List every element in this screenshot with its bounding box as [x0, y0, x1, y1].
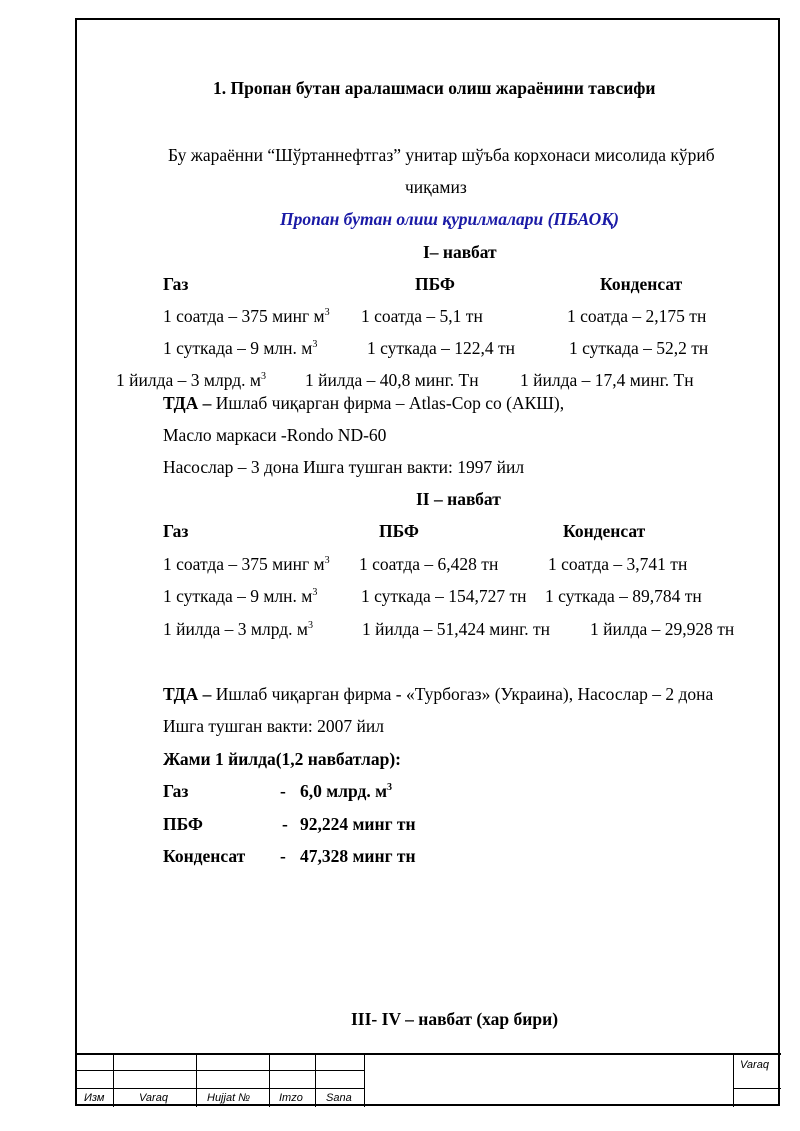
stamp-hujjat: Hujjat № [207, 1092, 251, 1104]
title-block [75, 1053, 781, 1107]
stamp-sana: Sana [326, 1092, 352, 1104]
stage2-start: Ишга тушган вакти: 2007 йил [163, 716, 384, 736]
stamp-izm: Изм [84, 1092, 105, 1104]
stage2-col-pbf: ПБФ [379, 521, 419, 541]
intro-line-2: чиқамиз [405, 177, 467, 197]
stage1-row3-pbf: 1 йилда – 40,8 минг. Тн [305, 370, 479, 390]
stamp-row-line-2 [75, 1088, 365, 1089]
stage2-row1-pbf: 1 соатда – 6,428 тн [359, 554, 499, 574]
total-cond-value: 47,328 минг тн [300, 846, 416, 866]
stage1-row2-cond: 1 суткада – 52,2 тн [569, 338, 709, 358]
stamp-col-line-5 [364, 1053, 365, 1107]
stage34-heading: III- IV – навбат (хар бири) [351, 1009, 559, 1029]
stage2-row3-pbf: 1 йилда – 51,424 минг. тн [362, 619, 551, 639]
intro-line-1: Бу жараённи “Шўртаннефтгаз” унитар шўъба корхонаси мисолида кўриб [168, 145, 715, 165]
plant-subtitle: Пропан бутан олиш қурилмалари (ПБАОҚ) [280, 209, 620, 229]
stamp-col-line-2 [196, 1053, 197, 1107]
total-gas-value: 6,0 млрд. $м^3$ [300, 781, 393, 801]
stamp-top-line [75, 1053, 781, 1055]
stage2-row2-cond: 1 суткада – 89,784 тн [545, 586, 702, 606]
stamp-col-line-3 [269, 1053, 270, 1107]
stage1-row1-cond: 1 соатда – 2,175 тн [567, 306, 707, 326]
stamp-col-line-4 [315, 1053, 316, 1107]
stage2-row3-cond: 1 йилда – 29,928 тн [590, 619, 735, 639]
total-gas-label: Газ [163, 781, 189, 801]
section-title: 1. Пропан бутан аралашмаси олиш жараёнини тавсифи [213, 78, 656, 98]
stamp-varaq: Varaq [139, 1092, 168, 1104]
stage1-row3-gas: 1 йилда – 3 млрд. $м^3$ [116, 370, 266, 390]
total-gas-dash: - [280, 781, 286, 801]
stamp-col-line-1 [113, 1053, 114, 1107]
stage1-heading: I– навбат [423, 242, 497, 262]
stage2-col-gas: Газ [163, 521, 189, 541]
total-cond-label: Конденсат [163, 846, 246, 866]
stage1-row1-pbf: 1 соатда – 5,1 тн [361, 306, 483, 326]
stage1-pumps: Насослар – 3 дона Ишга тушган вакти: 1997 йил [163, 457, 525, 477]
stage2-heading: II – навбат [416, 489, 501, 509]
stage1-col-pbf: ПБФ [415, 274, 455, 294]
stage1-row2-pbf: 1 суткада – 122,4 тн [367, 338, 515, 358]
total-pbf-dash: - [282, 814, 288, 834]
stage2-row1-gas: 1 соатда – 375 минг $м^3$ [163, 554, 330, 574]
stamp-row-line-1 [75, 1070, 365, 1071]
stage1-tda: ТДА – Ишлаб чиқарган фирма – Atlas-Cop co (АКШ), [163, 393, 565, 413]
total-pbf-label: ПБФ [163, 814, 203, 834]
stage2-row2-gas: 1 суткада – 9 млн. $м^3$ [163, 586, 318, 606]
stage1-row2-gas: 1 суткада – 9 млн. $м^3$ [163, 338, 318, 358]
total-pbf-value: 92,224 минг тн [300, 814, 416, 834]
total-heading: Жами 1 йилда(1,2 навбатлар): [163, 749, 402, 769]
stage2-tda: ТДА – Ишлаб чиқарган фирма - «Турбогаз» (Украина), Насослар – 2 дона [163, 684, 714, 704]
total-cond-dash: - [280, 846, 286, 866]
stamp-sheet-line [733, 1088, 781, 1089]
stage2-col-cond: Конденсат [563, 521, 646, 541]
stage1-col-gas: Газ [163, 274, 189, 294]
stage2-row1-cond: 1 соатда – 3,741 тн [548, 554, 688, 574]
stamp-varaq-right: Varaq [740, 1059, 769, 1071]
stage1-row3-cond: 1 йилда – 17,4 минг. Тн [520, 370, 694, 390]
stamp-imzo: Imzo [279, 1092, 303, 1104]
stamp-col-line-6 [733, 1053, 734, 1107]
stage2-row3-gas: 1 йилда – 3 млрд. $м^3$ [163, 619, 313, 639]
stage2-row2-pbf: 1 суткада – 154,727 тн [361, 586, 527, 606]
stage1-oil: Масло маркаси -Rondo ND-60 [163, 425, 387, 445]
stage1-col-cond: Конденсат [600, 274, 683, 294]
stage1-row1-gas: 1 соатда – 375 минг $м^3$ [163, 306, 330, 326]
